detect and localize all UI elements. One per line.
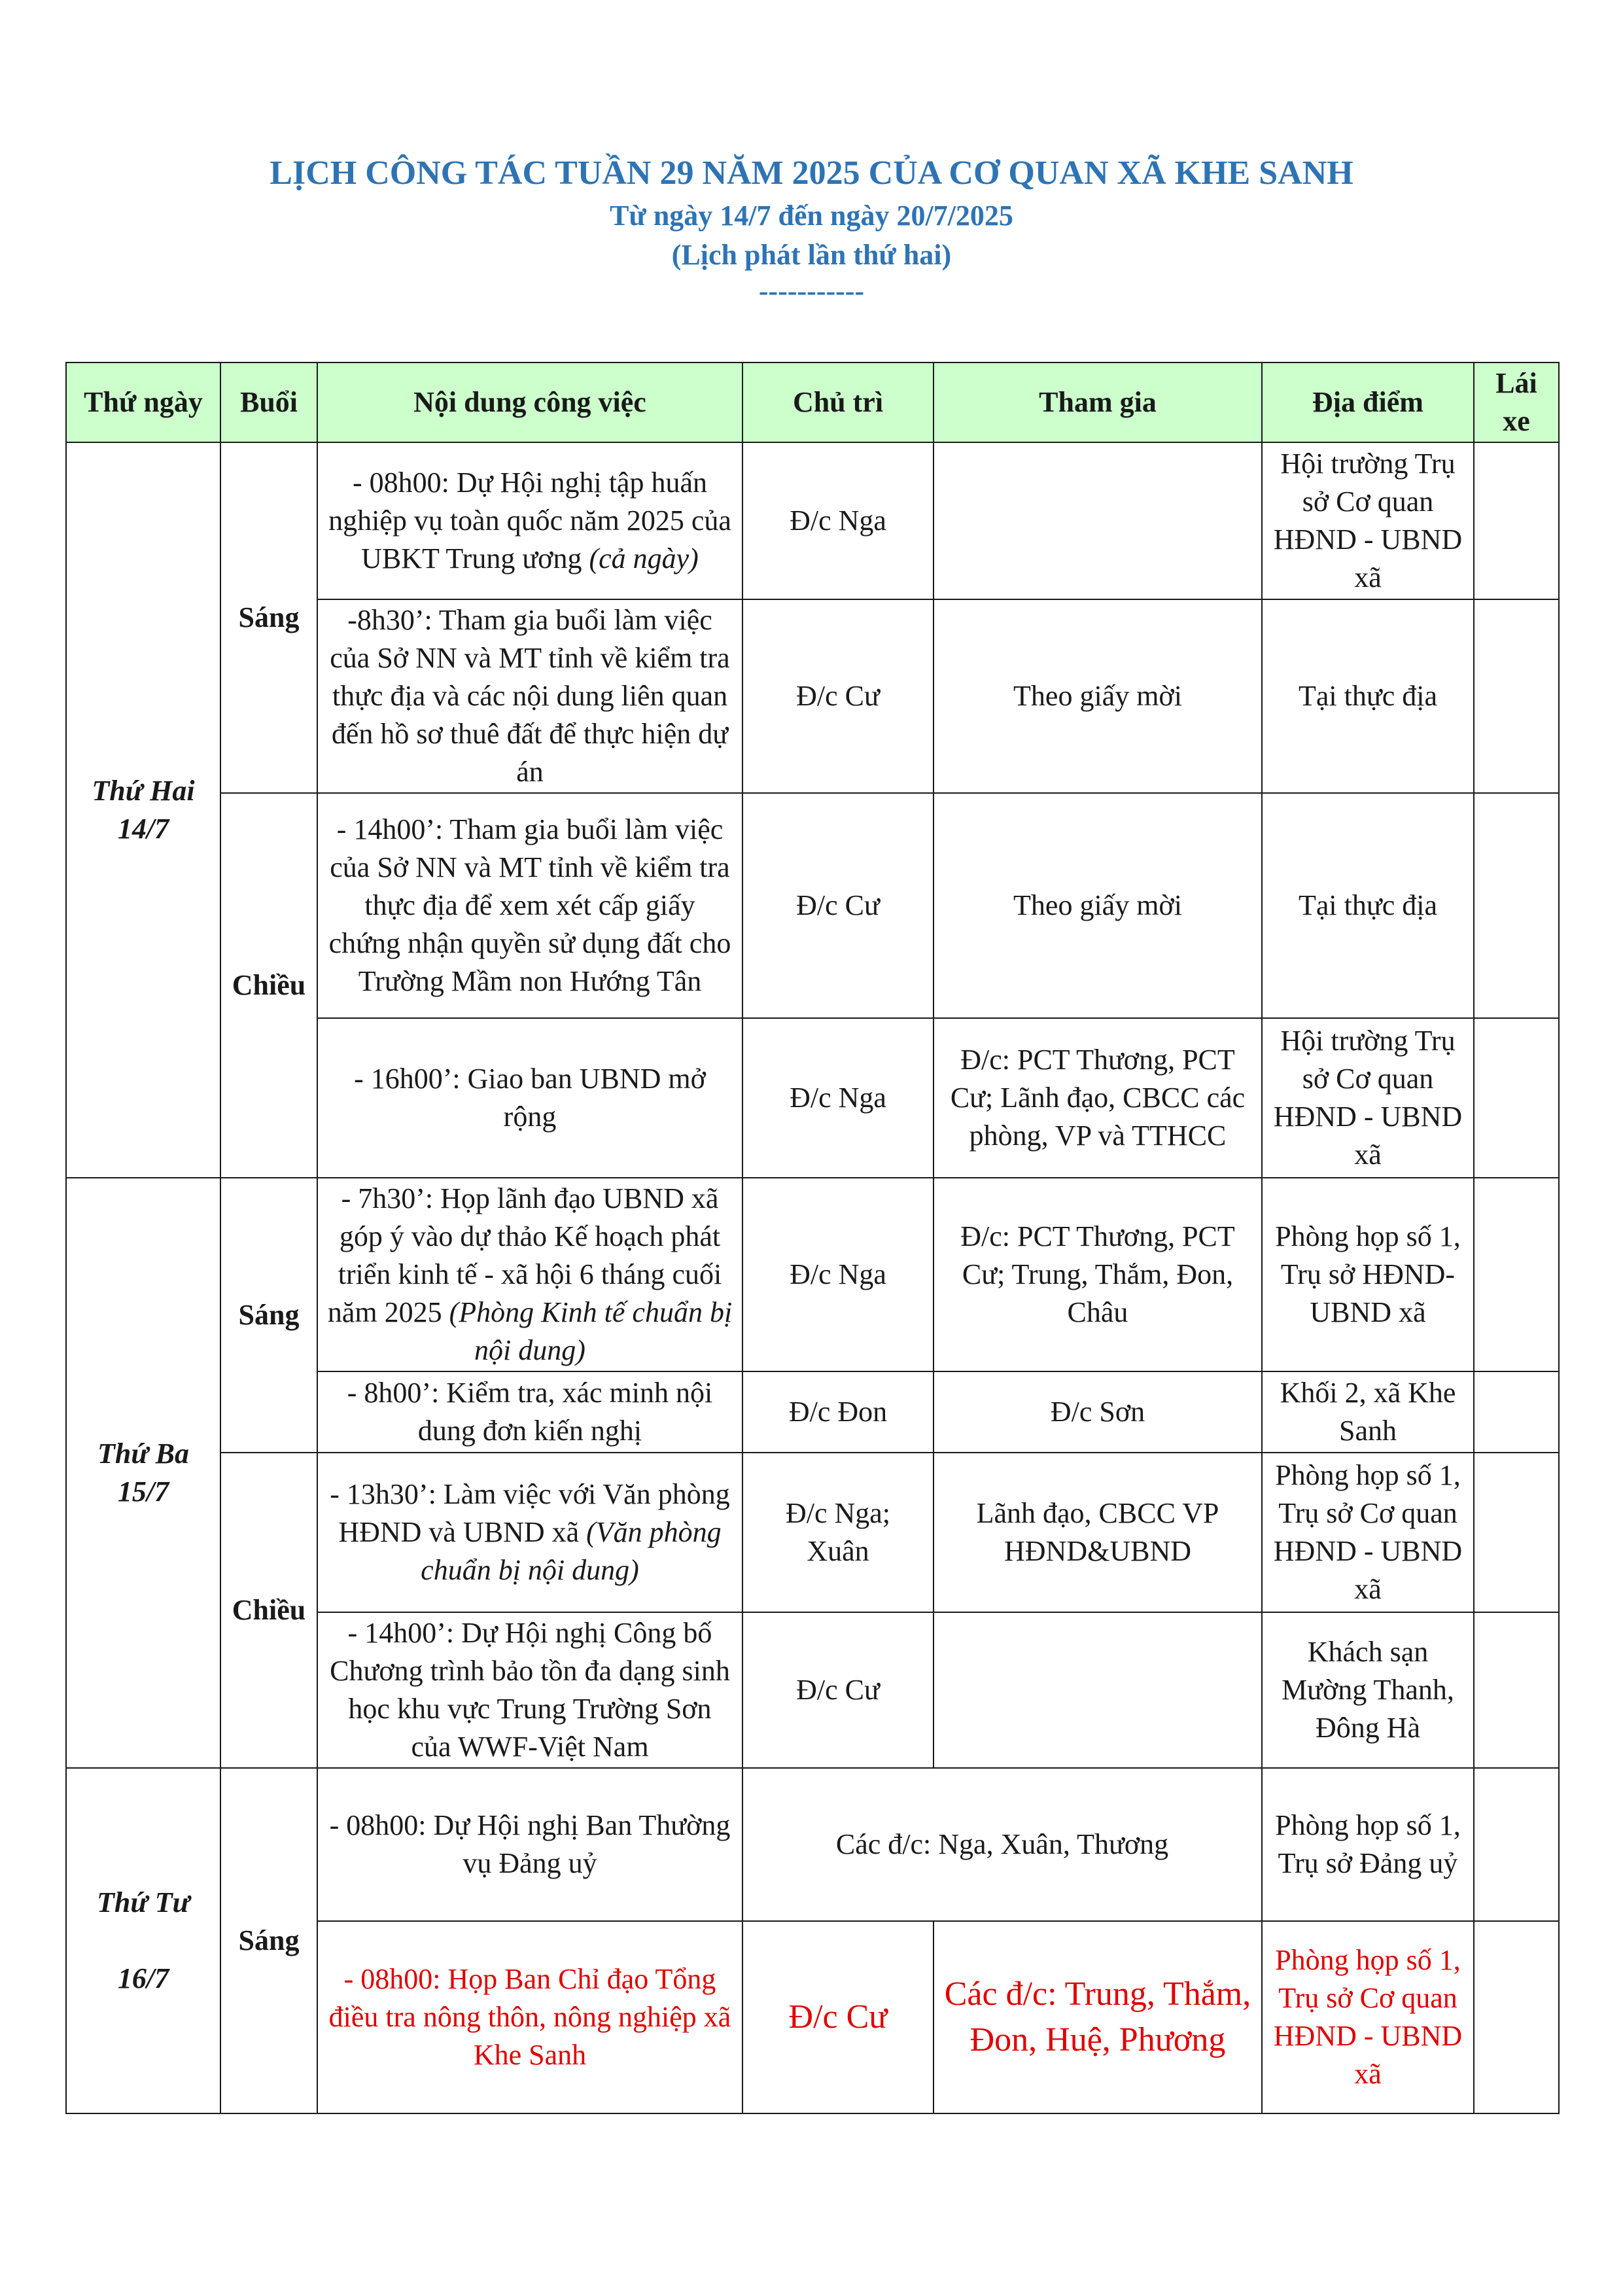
col-header-location: Địa điểm (1262, 362, 1474, 442)
participants-cell: Theo giấy mời (934, 599, 1262, 793)
chair-participants-cell: Các đ/c: Nga, Xuân, Thương (742, 1768, 1262, 1921)
day-name: Thứ Ba (97, 1438, 190, 1470)
content-cell: - 08h00: Họp Ban Chỉ đạo Tổng điều tra nông thôn, nông nghiệp xã Khe Sanh (317, 1921, 742, 2113)
chair-cell: Đ/c Nga; Xuân (742, 1453, 934, 1612)
chair-cell: Đ/c Nga (742, 442, 934, 599)
chair-cell: Đ/c Cư (742, 599, 934, 793)
col-header-chair: Chủ trì (742, 362, 934, 442)
col-header-driver: Lái xe (1474, 362, 1559, 442)
content-cell: - 14h00’: Dự Hội nghị Công bố Chương trình bảo tồn đa dạng sinh học khu vực Trung Trường Sơn của WWF-Việt Nam (317, 1612, 742, 1768)
content-cell: - 16h00’: Giao ban UBND mở rộng (317, 1018, 742, 1178)
document-header (0, 150, 1623, 308)
content-cell: - 8h00’: Kiểm tra, xác minh nội dung đơn kiến nghị (317, 1371, 742, 1453)
content-cell: -8h30’: Tham gia buổi làm việc của Sở NN và MT tỉnh về kiểm tra thực địa và các nội dung liên quan đến hồ sơ thuê đất để thực hiện dự án (317, 599, 742, 793)
table-row (66, 1178, 1559, 1371)
chair-cell: Đ/c Nga (742, 1178, 934, 1371)
session-cell: Sáng (220, 1178, 317, 1453)
day-name: Thứ Tư (97, 1886, 190, 1918)
content-cell: - 13h30’: Làm việc với Văn phòng HĐND và UBND xã (Văn phòng chuẩn bị nội dung) (317, 1453, 742, 1612)
day-cell (66, 442, 220, 1178)
day-date: 14/7 (117, 813, 169, 845)
chair-cell: Đ/c Cư (742, 1921, 934, 2113)
participants-cell: Đ/c Sơn (934, 1371, 1262, 1453)
table-row (66, 793, 1559, 1018)
col-header-content: Nội dung công việc (317, 362, 742, 442)
content-cell: - 08h00: Dự Hội nghị Ban Thường vụ Đảng uỷ (317, 1768, 742, 1921)
chair-cell: Đ/c Nga (742, 1018, 934, 1178)
col-header-session: Buổi (220, 362, 317, 442)
col-header-day: Thứ ngày (66, 362, 220, 442)
schedule-table (65, 362, 1560, 2114)
participants-cell: Các đ/c: Trung, Thắm, Đon, Huệ, Phương (934, 1921, 1262, 2113)
driver-cell (1474, 442, 1559, 599)
location-cell: Hội trường Trụ sở Cơ quan HĐND - UBND xã (1262, 1018, 1474, 1178)
location-cell: Tại thực địa (1262, 793, 1474, 1018)
content-cell: - 14h00’: Tham gia buổi làm việc của Sở NN và MT tỉnh về kiểm tra thực địa để xem xét cấp giấy chứng nhận quyền sử dụng đất cho Trường Mầm non Hướng Tân (317, 793, 742, 1018)
issue-note: (Lịch phát lần thứ hai) (671, 239, 952, 271)
day-cell (66, 1768, 220, 2113)
content-note: (Phòng Kinh tế chuẩn bị nội dung) (449, 1296, 733, 1366)
location-cell: Phòng họp số 1, Trụ sở Cơ quan HĐND - UBND xã (1262, 1921, 1474, 2113)
content-cell: - 08h00: Dự Hội nghị tập huấn nghiệp vụ toàn quốc năm 2025 của UBKT Trung ương (cả ngày) (317, 442, 742, 599)
content-cell: - 7h30’: Họp lãnh đạo UBND xã góp ý vào dự thảo Kế hoạch phát triển kinh tế - xã hội 6 tháng cuối năm 2025 (Phòng Kinh tế chuẩn bị nội dung) (317, 1178, 742, 1371)
content-note: (cả ngày) (589, 542, 699, 574)
location-cell: Khối 2, xã Khe Sanh (1262, 1371, 1474, 1453)
driver-cell (1474, 1921, 1559, 2113)
driver-cell (1474, 793, 1559, 1018)
participants-cell: Đ/c: PCT Thương, PCT Cư; Lãnh đạo, CBCC các phòng, VP và TTHCC (934, 1018, 1262, 1178)
chair-cell: Đ/c Cư (742, 1612, 934, 1768)
location-cell: Tại thực địa (1262, 599, 1474, 793)
day-date: 16/7 (117, 1962, 169, 1994)
chair-cell: Đ/c Cư (742, 793, 934, 1018)
content-note: (Văn phòng chuẩn bị nội dung) (421, 1516, 722, 1586)
session-cell: Sáng (220, 442, 317, 793)
driver-cell (1474, 1018, 1559, 1178)
table-header-row (66, 362, 1559, 442)
day-cell (66, 1178, 220, 1768)
session-cell: Chiều (220, 1453, 317, 1768)
participants-cell: Lãnh đạo, CBCC VP HĐND&UBND (934, 1453, 1262, 1612)
location-cell: Hội trường Trụ sở Cơ quan HĐND - UBND xã (1262, 442, 1474, 599)
participants-cell (934, 1612, 1262, 1768)
session-cell: Sáng (220, 1768, 317, 2113)
driver-cell (1474, 599, 1559, 793)
date-range: Từ ngày 14/7 đến ngày 20/7/2025 (610, 200, 1013, 232)
table-row (66, 1453, 1559, 1612)
participants-cell: Theo giấy mời (934, 793, 1262, 1018)
session-cell: Chiều (220, 793, 317, 1178)
title-separator: ----------- (758, 275, 865, 307)
driver-cell (1474, 1453, 1559, 1612)
location-cell: Khách sạn Mường Thanh, Đông Hà (1262, 1612, 1474, 1768)
driver-cell (1474, 1768, 1559, 1921)
location-cell: Phòng họp số 1, Trụ sở HĐND- UBND xã (1262, 1178, 1474, 1371)
table-row (66, 1768, 1559, 1921)
location-cell: Phòng họp số 1, Trụ sở Đảng uỷ (1262, 1768, 1474, 1921)
table-row (66, 442, 1559, 599)
participants-cell: Đ/c: PCT Thương, PCT Cư; Trung, Thắm, Đon, Châu (934, 1178, 1262, 1371)
day-date: 15/7 (117, 1475, 169, 1508)
driver-cell (1474, 1612, 1559, 1768)
participants-cell (934, 442, 1262, 599)
chair-cell: Đ/c Đon (742, 1371, 934, 1453)
driver-cell (1474, 1371, 1559, 1453)
day-name: Thứ Hai (92, 775, 195, 807)
location-cell: Phòng họp số 1, Trụ sở Cơ quan HĐND - UBND xã (1262, 1453, 1474, 1612)
driver-cell (1474, 1178, 1559, 1371)
document-title: LỊCH CÔNG TÁC TUẦN 29 NĂM 2025 CỦA CƠ QUAN XÃ KHE SANH (270, 154, 1353, 192)
col-header-participants: Tham gia (934, 362, 1262, 442)
